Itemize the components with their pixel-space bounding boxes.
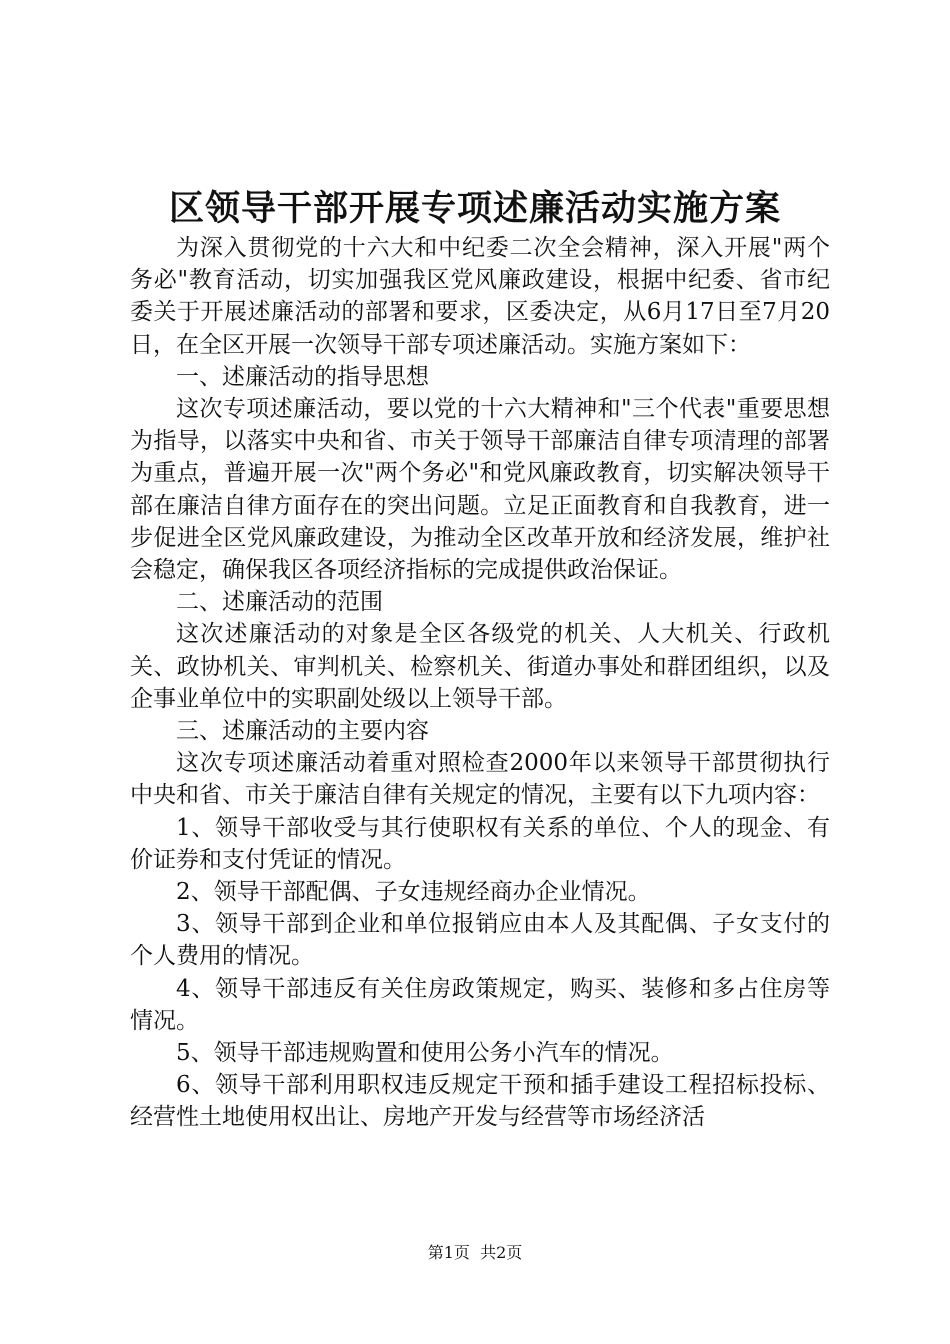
- guiding-thought-paragraph: 这次专项述廉活动，要以党的十六大精神和"三个代表"重要思想为指导，以落实中央和省、市关于领导干部廉洁自律专项清理的部署为重点，普遍开展一次"两个务必"和党风廉政教育，切实解决领导干部在廉洁自律方面存在的突出问题。立足正面教育和自我教育，进一步促进全区党风廉政建设，为推动全区改革开放和经济发展，维护社会稳定，确保我区各项经济指标的完成提供政治保证。: [130, 396, 830, 584]
- scope-paragraph: 这次述廉活动的对象是全区各级党的机关、人大机关、行政机关、政协机关、审判机关、检察机关、街道办事处和群团组织，以及企事业单位中的实职副处级以上领导干部。: [130, 621, 830, 712]
- section-heading-scope: 二、述廉活动的范围: [176, 589, 383, 616]
- list-item-5: 5、领导干部违规购置和使用公务小汽车的情况。: [176, 1040, 674, 1067]
- document-body: [130, 232, 830, 1134]
- list-item-2: 2、领导干部配偶、子女违规经商办企业情况。: [176, 879, 651, 906]
- main-content-paragraph: 这次专项述廉活动着重对照检查2000年以来领导干部贯彻执行中央和省、市关于廉洁自律有关规定的情况，主要有以下九项内容：: [130, 750, 830, 809]
- list-item-1: 1、领导干部收受与其行使职权有关系的单位、个人的现金、有价证券和支付凭证的情况。: [130, 814, 830, 873]
- page-total: 共2页: [480, 1243, 523, 1262]
- list-item-6: 6、领导干部利用职权违反规定干预和插手建设工程招标投标、经营性土地使用权出让、房地产开发与经营等市场经济活: [130, 1072, 830, 1131]
- list-item-4: 4、领导干部违反有关住房政策规定，购买、装修和多占住房等情况。: [130, 975, 830, 1034]
- page-footer: [0, 1241, 950, 1265]
- section-heading-main-content: 三、述廉活动的主要内容: [176, 718, 429, 745]
- intro-paragraph: 为深入贯彻党的十六大和中纪委二次全会精神，深入开展"两个务必"教育活动，切实加强我区党风廉政建设，根据中纪委、省市纪委关于开展述廉活动的部署和要求，区委决定，从6月17日至7月20日，在全区开展一次领导干部专项述廉活动。实施方案如下：: [130, 235, 830, 358]
- document-title: 区领导干部开展专项述廉活动实施方案: [168, 188, 781, 229]
- page-number: 第1页: [427, 1243, 470, 1262]
- list-item-3: 3、领导干部到企业和单位报销应由本人及其配偶、子女支付的个人费用的情况。: [130, 911, 830, 970]
- section-heading-guiding-thought: 一、述廉活动的指导思想: [176, 363, 429, 390]
